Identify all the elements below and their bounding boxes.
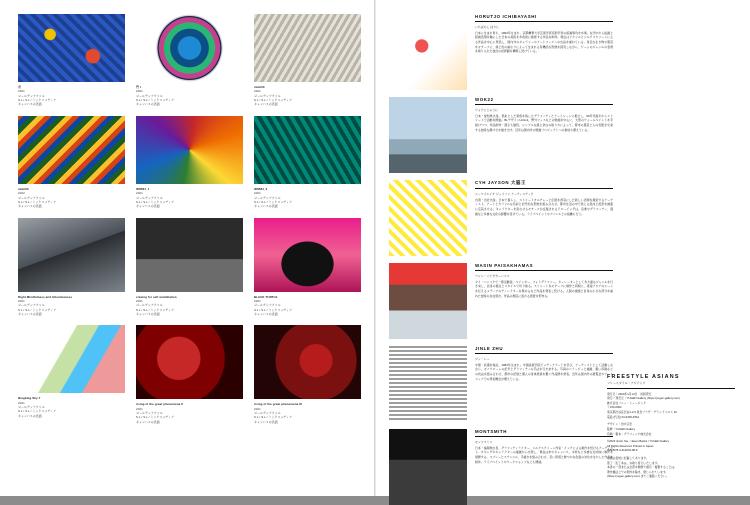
artwork-caption — [254, 402, 361, 424]
artwork-line: ゴールデンアクリル — [254, 411, 281, 416]
artwork-line: 2022 — [18, 191, 25, 196]
artwork-caption — [136, 402, 243, 424]
artwork-image[interactable] — [254, 325, 361, 399]
artwork-title: 門 I — [136, 85, 141, 89]
artwork-line: 2021 — [136, 406, 143, 411]
artwork-line: ゴールデンアクリル — [18, 93, 45, 98]
artwork-title: mimi03 — [18, 186, 29, 191]
artwork-line: キャンバスの表面 — [18, 204, 42, 209]
artist-bio — [389, 263, 613, 339]
artwork-line: キャンバスの表面 — [18, 413, 42, 418]
artwork-caption — [254, 85, 361, 107]
credit-line: デザイン｜田中章宏 — [607, 422, 632, 427]
artwork-image[interactable] — [136, 14, 243, 82]
artwork-title: rising of the great phenomena III — [254, 402, 302, 407]
artist-name: WASIN PAISAKHAMAS — [475, 263, 534, 268]
right-page — [375, 0, 750, 496]
artist-portrait[interactable] — [389, 429, 467, 505]
artwork-cell[interactable] — [18, 325, 125, 424]
artwork-cell[interactable] — [254, 218, 361, 317]
artwork-line: S.L / S.L / ミックスメディア — [136, 415, 175, 420]
artwork-line: キャンバスの表面 — [18, 312, 42, 317]
artwork-caption — [254, 187, 361, 209]
colophon-rights — [607, 439, 735, 453]
rights-line: All Rights Reserved. Printed in Japan. — [607, 443, 655, 448]
artwork-line: 2021 — [136, 298, 143, 303]
artwork-line: キャンバスの表面 — [18, 102, 42, 107]
artwork-line: ゴールデンアクリル — [136, 411, 163, 416]
colophon-line: 〒150-0002 — [607, 405, 622, 410]
artwork-title: ID8584_1 — [136, 186, 150, 191]
artwork-cell[interactable] — [18, 218, 125, 317]
artwork-line: S.L / S.L / ミックスメディア — [18, 409, 57, 414]
artwork-line: キャンバスの表面 — [254, 419, 278, 424]
rights-line: ©2023 Jinxin Sei. / Jason Banks / YUGEN Gallery — [607, 439, 670, 444]
artwork-cell[interactable] — [136, 218, 243, 317]
artwork-caption — [18, 85, 125, 107]
artwork-cell[interactable] — [18, 14, 125, 107]
artwork-image[interactable] — [254, 116, 361, 184]
artist-bio — [389, 429, 613, 505]
divider — [475, 353, 613, 354]
colophon-publication-info — [607, 392, 735, 420]
artwork-line: S.L / S.L / ミックスメディア — [254, 199, 293, 204]
left-page — [0, 0, 375, 496]
artist-name: CYH JAYSON 大脇王 — [475, 180, 526, 185]
credit-line: 監修｜YUGEN Gallery — [607, 426, 635, 431]
note-line: 落丁・乱丁本は、お取り替えいたします。 — [607, 460, 660, 465]
artwork-cell[interactable] — [136, 325, 243, 424]
artwork-line: ゴールデンアクリル — [18, 405, 45, 410]
note-line: 著作権法上での例外を除き、禁じられています。 — [607, 469, 669, 474]
artwork-title: craving for self annihilation — [136, 294, 177, 299]
credit-line: 印刷・製本｜グラフィック株式会社 — [607, 431, 652, 436]
artwork-image[interactable] — [136, 325, 243, 399]
artist-biography: 日本・愛知県出身。低彩とした質感を残したグラフィティとアートシーンに根ざし、90年代後半からストリートで活動を開始。BLデザインUnlimit、野外フェスなどの壁画を中心に、大型のウォールペイントを手掛けつつ、作品制作・展示も継続。シンプルな線と余白の取り方によって、都市の風景と人の気配が交差する独特な静けさを描き出す。近年は国内外の壁画プロジェクトへの参加も増えている。 — [475, 113, 613, 132]
artist-name: JINLE ZHU — [475, 346, 504, 351]
artwork-title: Bingbing Sky-7 — [18, 396, 41, 401]
artist-name-kana: ジン・レー — [475, 356, 490, 361]
artwork-line: S.L / S.L / ミックスメディア — [254, 98, 293, 103]
divider — [475, 104, 613, 105]
colophon-line: 株式会社ソニー・ミュージック — [607, 400, 646, 405]
artwork-title: mimi03 — [254, 85, 265, 89]
artwork-title: 青 — [18, 85, 21, 89]
artwork-line: 2021 — [254, 89, 261, 94]
artwork-image[interactable] — [18, 116, 125, 184]
colophon-line: 東京都渋谷区渋谷1-2-5 東急プラザ・グランドベルス 10 — [607, 410, 677, 415]
artwork-image[interactable] — [136, 218, 243, 292]
artist-artwork-image[interactable] — [389, 180, 467, 256]
artist-biography: タイ・バンコクで一筋活動者。ペインター、フォトグラファー、キュレーターとして多方面なジャンルを行き来し、自身の視点とスタイルで切り取る。ストリートをモチーフに制作と同時に、東南アジアのシーンを伝えるメディアのディレクターを務めるなど作品を発表し続ける。人間の視線と自身の小さな部分を重ねた独特の存在感が、作品の根底に流れる感覚を形作る。 — [475, 279, 613, 298]
artist-artwork-image[interactable] — [389, 97, 467, 173]
artwork-cell[interactable] — [254, 14, 361, 107]
artist-name-kana: ウォクにじゅうに — [475, 107, 499, 112]
artwork-image[interactable] — [18, 218, 125, 292]
artist-biography: 中国・武漢を拠点、1984年生まれ。中国美術学院でメディアアートを学び、アーティストとして活動しながら、モノクロームの記号とグラフィティの手法を行き来する。写真のコラージュと描画、粗い印刷などの技法を組み合わせ、都市の記憶と個人の身体感覚を繋ぐ作品群を発表。近年は国内外の展覧会やアートフェアでの発表機会が増えている。 — [475, 362, 613, 381]
artwork-line: S.L / S.L / ミックスメディア — [136, 199, 175, 204]
note-line: 本書の一部または全部を無断で複写・複製することは、 — [607, 465, 677, 470]
artwork-line: ゴールデンアクリル — [254, 195, 281, 200]
artist-portrait[interactable] — [389, 263, 467, 339]
artwork-line: キャンバスの表面 — [136, 312, 160, 317]
artist-name-kana: モンツスミス — [475, 439, 493, 444]
artwork-caption — [136, 85, 243, 107]
artwork-caption — [136, 187, 243, 209]
artist-bio — [389, 14, 613, 90]
divider — [475, 188, 613, 189]
artwork-cell[interactable] — [254, 116, 361, 209]
artwork-line: 2021 — [254, 406, 261, 411]
colophon-title: FREESTYLE ASIANS — [607, 373, 680, 380]
colophon-subtitle: フリースタイル・アジアンズ — [607, 380, 646, 385]
artwork-line: 2021 — [136, 89, 143, 94]
artwork-line: キャンバスの表面 — [254, 312, 278, 317]
artist-name-kana: いちばやし ほりじ — [475, 24, 499, 29]
artwork-caption — [18, 295, 125, 317]
artwork-title: BLACK TURTLE — [254, 294, 278, 299]
artwork-line: S.L / S.L / ミックスメディア — [136, 307, 175, 312]
artwork-line: ゴールデンアクリル — [254, 303, 281, 308]
artist-name-kana: シーワイエイチ ジェイソン アーティスティク — [475, 191, 534, 196]
artist-biography: 台湾・台北出身。日本で暮らし、ストリートカルチャーと伝統を背景にした新しい表現を模索するアーティスト。アートとカラフルな色彩と記号的な形態を組み合わせ、都市生活の中で感じる混沌と祝祭を画面に定着させる。キャラクターを思わせるモチーフが反復されるドローイングは、音楽やグラフィティ、漫画など多様な文化の影響を受けている。ライブペイントやアパレルとの協働も行う。 — [475, 197, 613, 216]
artwork-line: ゴールデンアクリル — [136, 303, 163, 308]
artwork-line: 2021 — [18, 298, 25, 303]
artwork-line: ゴールデンアクリル — [254, 93, 281, 98]
artwork-line: ゴールデンアクリル — [136, 93, 163, 98]
colophon — [607, 374, 735, 482]
artwork-cell[interactable] — [136, 14, 243, 107]
artist-bio — [389, 346, 613, 422]
artist-artwork-image[interactable] — [389, 14, 467, 90]
artwork-line: S.L / S.L / ミックスメディア — [254, 307, 293, 312]
artwork-image[interactable] — [18, 14, 125, 82]
artwork-caption — [254, 295, 361, 317]
artist-bio — [389, 180, 613, 256]
artwork-cell[interactable] — [18, 116, 125, 209]
book-gutter — [374, 0, 376, 496]
artwork-title: Right Mindfulness and Attentiveness — [18, 294, 73, 299]
artwork-caption — [18, 396, 125, 418]
artwork-image[interactable] — [254, 218, 361, 292]
divider — [607, 388, 735, 389]
artwork-line: S.L / S.L / ミックスメディア — [18, 307, 57, 312]
colophon-line: 発行／発売元｜YUGEN Gallery (https://yugen-gallery.com) — [607, 396, 680, 401]
artwork-line: S.L / S.L / ミックスメディア — [18, 98, 57, 103]
artist-name: HORUTJO ICHIBAYASHI — [475, 14, 537, 19]
artwork-image[interactable] — [136, 116, 243, 184]
artist-bio — [389, 97, 613, 173]
colophon-line: 電話 (代表) 03-6406-4561 — [607, 414, 640, 419]
artwork-title: rising of the great phenomena II — [136, 402, 184, 407]
artwork-line: ゴールデンアクリル — [136, 195, 163, 200]
artwork-line: 2021 — [18, 400, 25, 405]
artwork-line: キャンバスの表面 — [254, 102, 278, 107]
artist-name: WOK22 — [475, 97, 494, 102]
artwork-line: S.L / S.L / ミックスメディア — [136, 98, 175, 103]
artwork-cell[interactable] — [136, 116, 243, 209]
colophon-line: 発行日｜2023年1月14日 初版発行 — [607, 391, 652, 396]
artist-biography: 日本・福岡県出身、グラフィティライター、シルクスクリーン作家・インクによる制作を続けるアーティスト。タギングやキャラクターの描画から出発し、現在は布やキャンバス、木材など多様な支持体に制作を展開する。スプレーとステンシル、手描きを組み合わせ、荒い質感と鮮やかな色面の対比を生かした作品を制作。ライブペイントやワークショップなども開催。 — [475, 445, 613, 464]
artwork-image[interactable] — [254, 14, 361, 82]
artwork-line: キャンバスの表面 — [136, 204, 160, 209]
divider — [475, 436, 613, 437]
divider — [475, 21, 613, 22]
artwork-line: キャンバスの表面 — [254, 204, 278, 209]
artwork-line: キャンバスの表面 — [136, 102, 160, 107]
artwork-line: 2021 — [254, 191, 261, 196]
artwork-line: 2021 — [254, 298, 261, 303]
note-line: 定価は表紙に記載してあります。 — [607, 455, 649, 460]
rights-line: ISBN978-4-910234-08-9 — [607, 448, 638, 453]
artwork-line: 2021 — [18, 89, 25, 94]
artwork-line: ゴールデンアクリル — [18, 195, 45, 200]
note-line: (https://yugen-gallery.com) までご連絡ください。 — [607, 474, 669, 479]
artwork-caption — [136, 295, 243, 317]
colophon-credits — [607, 422, 735, 436]
artist-bio-list — [389, 14, 613, 505]
artwork-line: キャンバスの表面 — [136, 419, 160, 424]
divider — [475, 270, 613, 271]
artist-name-kana: ワシン・パイサカーハマス — [475, 273, 510, 278]
artwork-title: ID8584_2 — [254, 186, 268, 191]
artwork-grid — [18, 14, 361, 424]
artwork-cell[interactable] — [254, 325, 361, 424]
artwork-line: S.L / S.L / ミックスメディア — [18, 199, 57, 204]
artwork-line: 2021 — [136, 191, 143, 196]
artist-artwork-image[interactable] — [389, 346, 467, 422]
artist-name: MONTSMITH — [475, 429, 507, 434]
artwork-line: ゴールデンアクリル — [18, 303, 45, 308]
colophon-notes — [607, 456, 735, 479]
artwork-image[interactable] — [18, 325, 125, 393]
artist-biography: 日本に生まれ育ち、1993年生まれ。京都精華大学芸術学部造形学科の版画専攻を卒業。在学中から絵画と版画表現を軸にした日本の美術を多角的に視覚する作品を制作。現在はアクリルとシルクスクリーンによる作品を中心に発表し、国内外のギャラリーやアートフェアへの出品を重ねている。身近な生き物や風景をモチーフに、線と色の重なりによって生まれる有機的な形態を探究しながら、ゲームのジャンルの表現を取り入れた独自の世界観を構築し続けている。 — [475, 30, 613, 54]
artwork-line: S.L / S.L / ミックスメディア — [254, 415, 293, 420]
artwork-caption — [18, 187, 125, 209]
